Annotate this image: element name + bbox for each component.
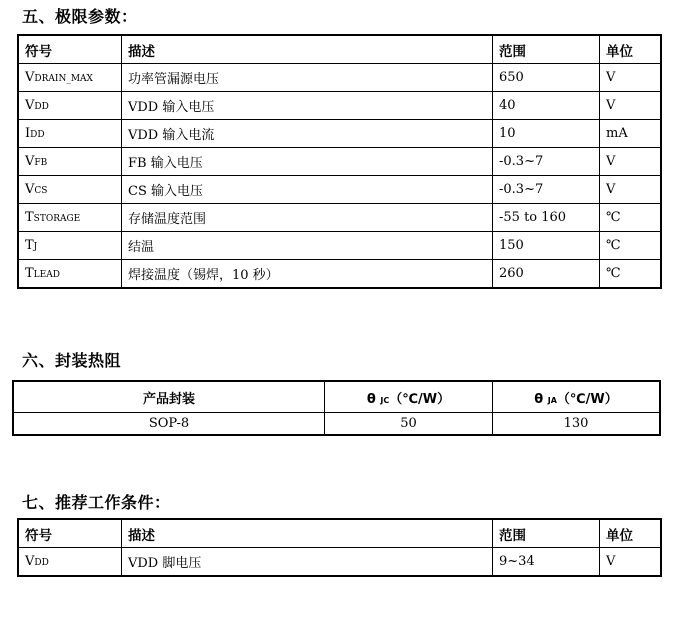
symbol-cell — [18, 204, 122, 232]
unit-cell: mA — [600, 120, 662, 148]
table-row — [13, 413, 660, 436]
range-cell: 9~34 — [493, 548, 600, 577]
table-row — [18, 232, 661, 260]
description-cell: FB 输入电压 — [122, 148, 493, 176]
symbol-subscript: J — [33, 242, 38, 252]
header-description: 描述 — [122, 519, 493, 548]
symbol-cell — [18, 232, 122, 260]
table-row — [18, 120, 661, 148]
range-cell: 10 — [493, 120, 600, 148]
range-cell: -0.3~7 — [493, 148, 600, 176]
symbol-subscript: DRAIN_MAX — [34, 74, 93, 84]
range-cell: -55 to 160 — [493, 204, 600, 232]
symbol-letter: V — [25, 98, 35, 113]
symbol-cell — [18, 176, 122, 204]
symbol-subscript: CS — [34, 186, 48, 196]
symbol-subscript: DD — [34, 102, 49, 112]
symbol-letter: V — [25, 554, 35, 569]
table-header-row — [18, 35, 661, 64]
table-row — [18, 64, 661, 92]
header-unit: 单位 — [600, 519, 662, 548]
header-theta-ja — [493, 381, 661, 413]
table-row — [18, 204, 661, 232]
range-cell: 150 — [493, 232, 600, 260]
theta-unit: （℃/W） — [389, 391, 451, 407]
theta-jc-cell: 50 — [325, 413, 493, 436]
symbol-cell — [18, 92, 122, 120]
section-title-thermal: 六、封装热阻 — [22, 351, 122, 370]
symbol-subscript: DD — [34, 558, 49, 568]
theta-subscript: JC — [380, 395, 390, 405]
symbol-cell — [18, 64, 122, 92]
package-cell: SOP-8 — [13, 413, 325, 436]
symbol-subscript: STORAGE — [33, 214, 81, 224]
header-range: 范围 — [493, 35, 600, 64]
description-cell: 焊接温度（锡焊，10 秒） — [122, 260, 493, 289]
theta-symbol: θ — [366, 391, 381, 407]
limits-table — [17, 34, 662, 289]
range-cell: 650 — [493, 64, 600, 92]
unit-cell: ℃ — [600, 232, 662, 260]
symbol-subscript: LEAD — [33, 270, 60, 280]
thermal-table — [12, 380, 661, 436]
description-cell: VDD 输入电流 — [122, 120, 493, 148]
unit-cell: V — [600, 64, 662, 92]
symbol-letter: T — [25, 238, 34, 253]
unit-cell: V — [600, 548, 662, 577]
theta-subscript: JA — [547, 395, 557, 405]
theta-ja-cell: 130 — [493, 413, 661, 436]
header-description: 描述 — [122, 35, 493, 64]
symbol-subscript: FB — [34, 158, 48, 168]
description-cell: 结温 — [122, 232, 493, 260]
header-theta-jc — [325, 381, 493, 413]
unit-cell: V — [600, 148, 662, 176]
theta-unit: （℃/W） — [556, 391, 618, 407]
unit-cell: V — [600, 176, 662, 204]
symbol-letter: T — [25, 210, 34, 225]
symbol-subscript: DD — [30, 130, 45, 140]
symbol-letter: V — [25, 154, 35, 169]
table-row — [18, 260, 661, 289]
recommended-table — [17, 518, 662, 577]
table-row — [18, 176, 661, 204]
header-symbol: 符号 — [18, 35, 122, 64]
range-cell: -0.3~7 — [493, 176, 600, 204]
description-cell: VDD 脚电压 — [122, 548, 493, 577]
header-unit: 单位 — [600, 35, 662, 64]
table-row — [18, 92, 661, 120]
section-title-recommended: 七、推荐工作条件： — [22, 493, 171, 512]
symbol-letter: T — [25, 266, 34, 281]
header-symbol: 符号 — [18, 519, 122, 548]
theta-symbol: θ — [534, 391, 548, 407]
range-cell: 260 — [493, 260, 600, 289]
description-cell: VDD 输入电压 — [122, 92, 493, 120]
range-cell: 40 — [493, 92, 600, 120]
table-row — [18, 148, 661, 176]
unit-cell: V — [600, 92, 662, 120]
table-header-row — [13, 381, 660, 413]
description-cell: 功率管漏源电压 — [122, 64, 493, 92]
table-header-row — [18, 519, 661, 548]
section-title-limits: 五、极限参数： — [22, 7, 138, 26]
symbol-letter: V — [25, 70, 35, 85]
unit-cell: ℃ — [600, 260, 662, 289]
description-cell: CS 输入电压 — [122, 176, 493, 204]
symbol-cell — [18, 548, 122, 577]
description-cell: 存储温度范围 — [122, 204, 493, 232]
header-range: 范围 — [493, 519, 600, 548]
header-package-label: 产品封装 — [142, 391, 195, 407]
symbol-cell — [18, 148, 122, 176]
symbol-letter: I — [25, 126, 31, 141]
table-row — [18, 548, 661, 577]
symbol-letter: V — [25, 182, 35, 197]
unit-cell: ℃ — [600, 204, 662, 232]
symbol-cell — [18, 120, 122, 148]
symbol-cell — [18, 260, 122, 289]
header-package — [13, 381, 325, 413]
